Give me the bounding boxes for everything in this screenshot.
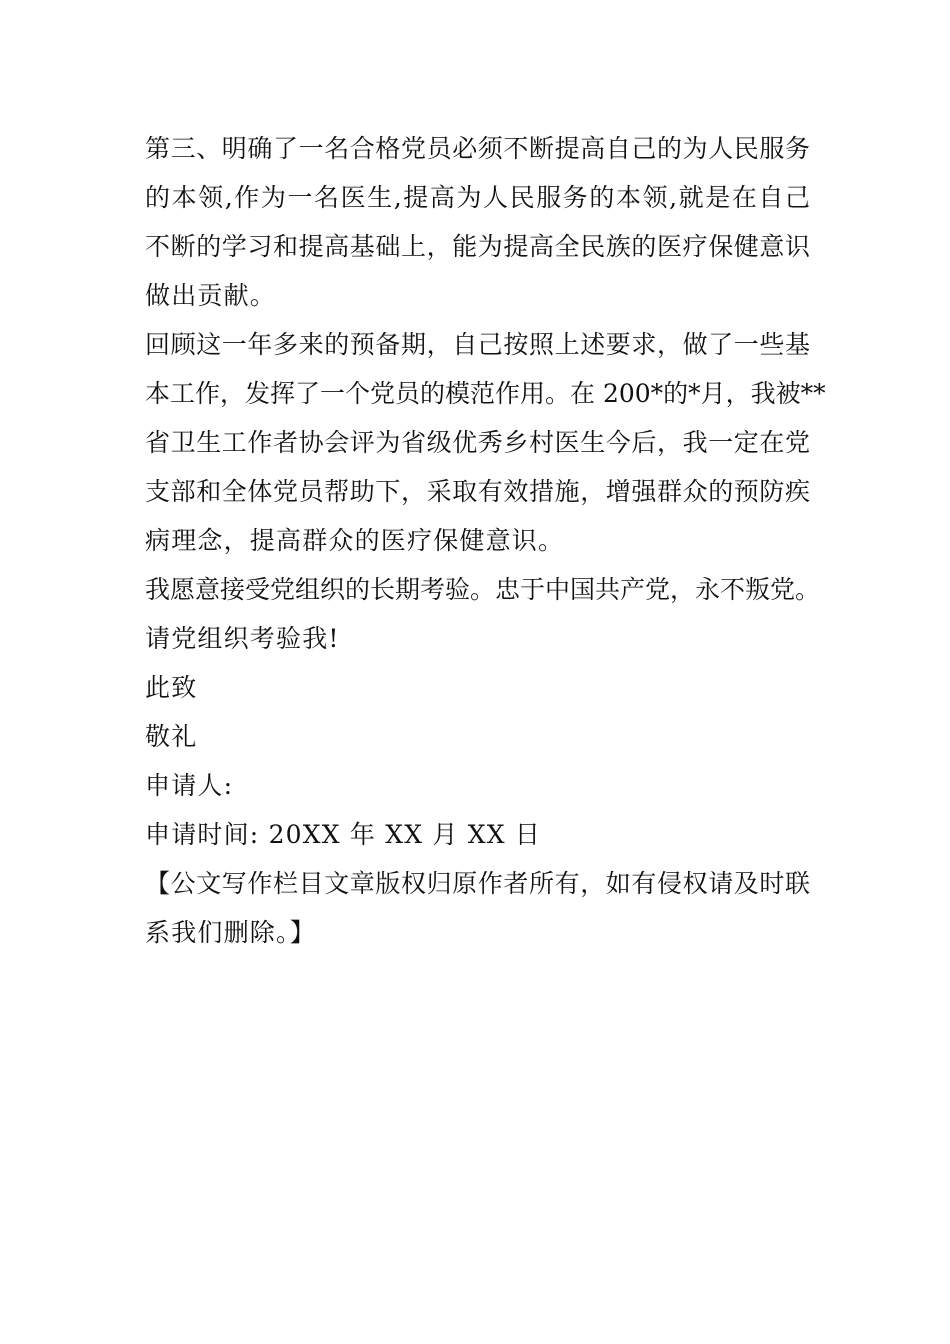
paragraph-1-line-4: 做出贡献。 <box>145 281 277 310</box>
paragraph-2-line-5: 病理念，提高群众的医疗保健意识。 <box>145 526 565 555</box>
paragraph-3-line-2: 请党组织考验我! <box>145 624 340 653</box>
paragraph-3-line-1: 我愿意接受党组织的长期考验。忠于中国共产党，永不叛党。 <box>145 575 821 604</box>
copyright-note-line-2: 系我们删除。】 <box>145 918 316 947</box>
copyright-note-line-1: 【公文写作栏目文章版权归原作者所有，如有侵权请及时联 <box>145 869 810 898</box>
closing-salutation: 此致 <box>145 673 198 702</box>
paragraph-2-line-2: 本工作，发挥了一个党员的模范作用。在 200*的*月，我被** <box>145 379 826 408</box>
paragraph-2-line-3: 省卫生工作者协会评为省级优秀乡村医生今后，我一定在党 <box>145 428 810 457</box>
paragraph-1-line-3: 不断的学习和提高基础上，能为提高全民族的医疗保健意识 <box>145 232 810 261</box>
paragraph-1-line-1: 第三、明确了一名合格党员必须不断提高自己的为人民服务 <box>145 134 810 163</box>
application-date: 申请时间: 20XX 年 XX 月 XX 日 <box>145 820 542 849</box>
closing-regards: 敬礼 <box>145 722 198 751</box>
document-body <box>145 124 826 957</box>
paragraph-2-line-4: 支部和全体党员帮助下，采取有效措施，增强群众的预防疾 <box>145 477 810 506</box>
paragraph-1-line-2: 的本领,作为一名医生,提高为人民服务的本领,就是在自己 <box>145 183 810 212</box>
applicant-label: 申请人: <box>145 771 234 800</box>
paragraph-2-line-1: 回顾这一年多来的预备期，自己按照上述要求，做了一些基 <box>145 330 810 359</box>
